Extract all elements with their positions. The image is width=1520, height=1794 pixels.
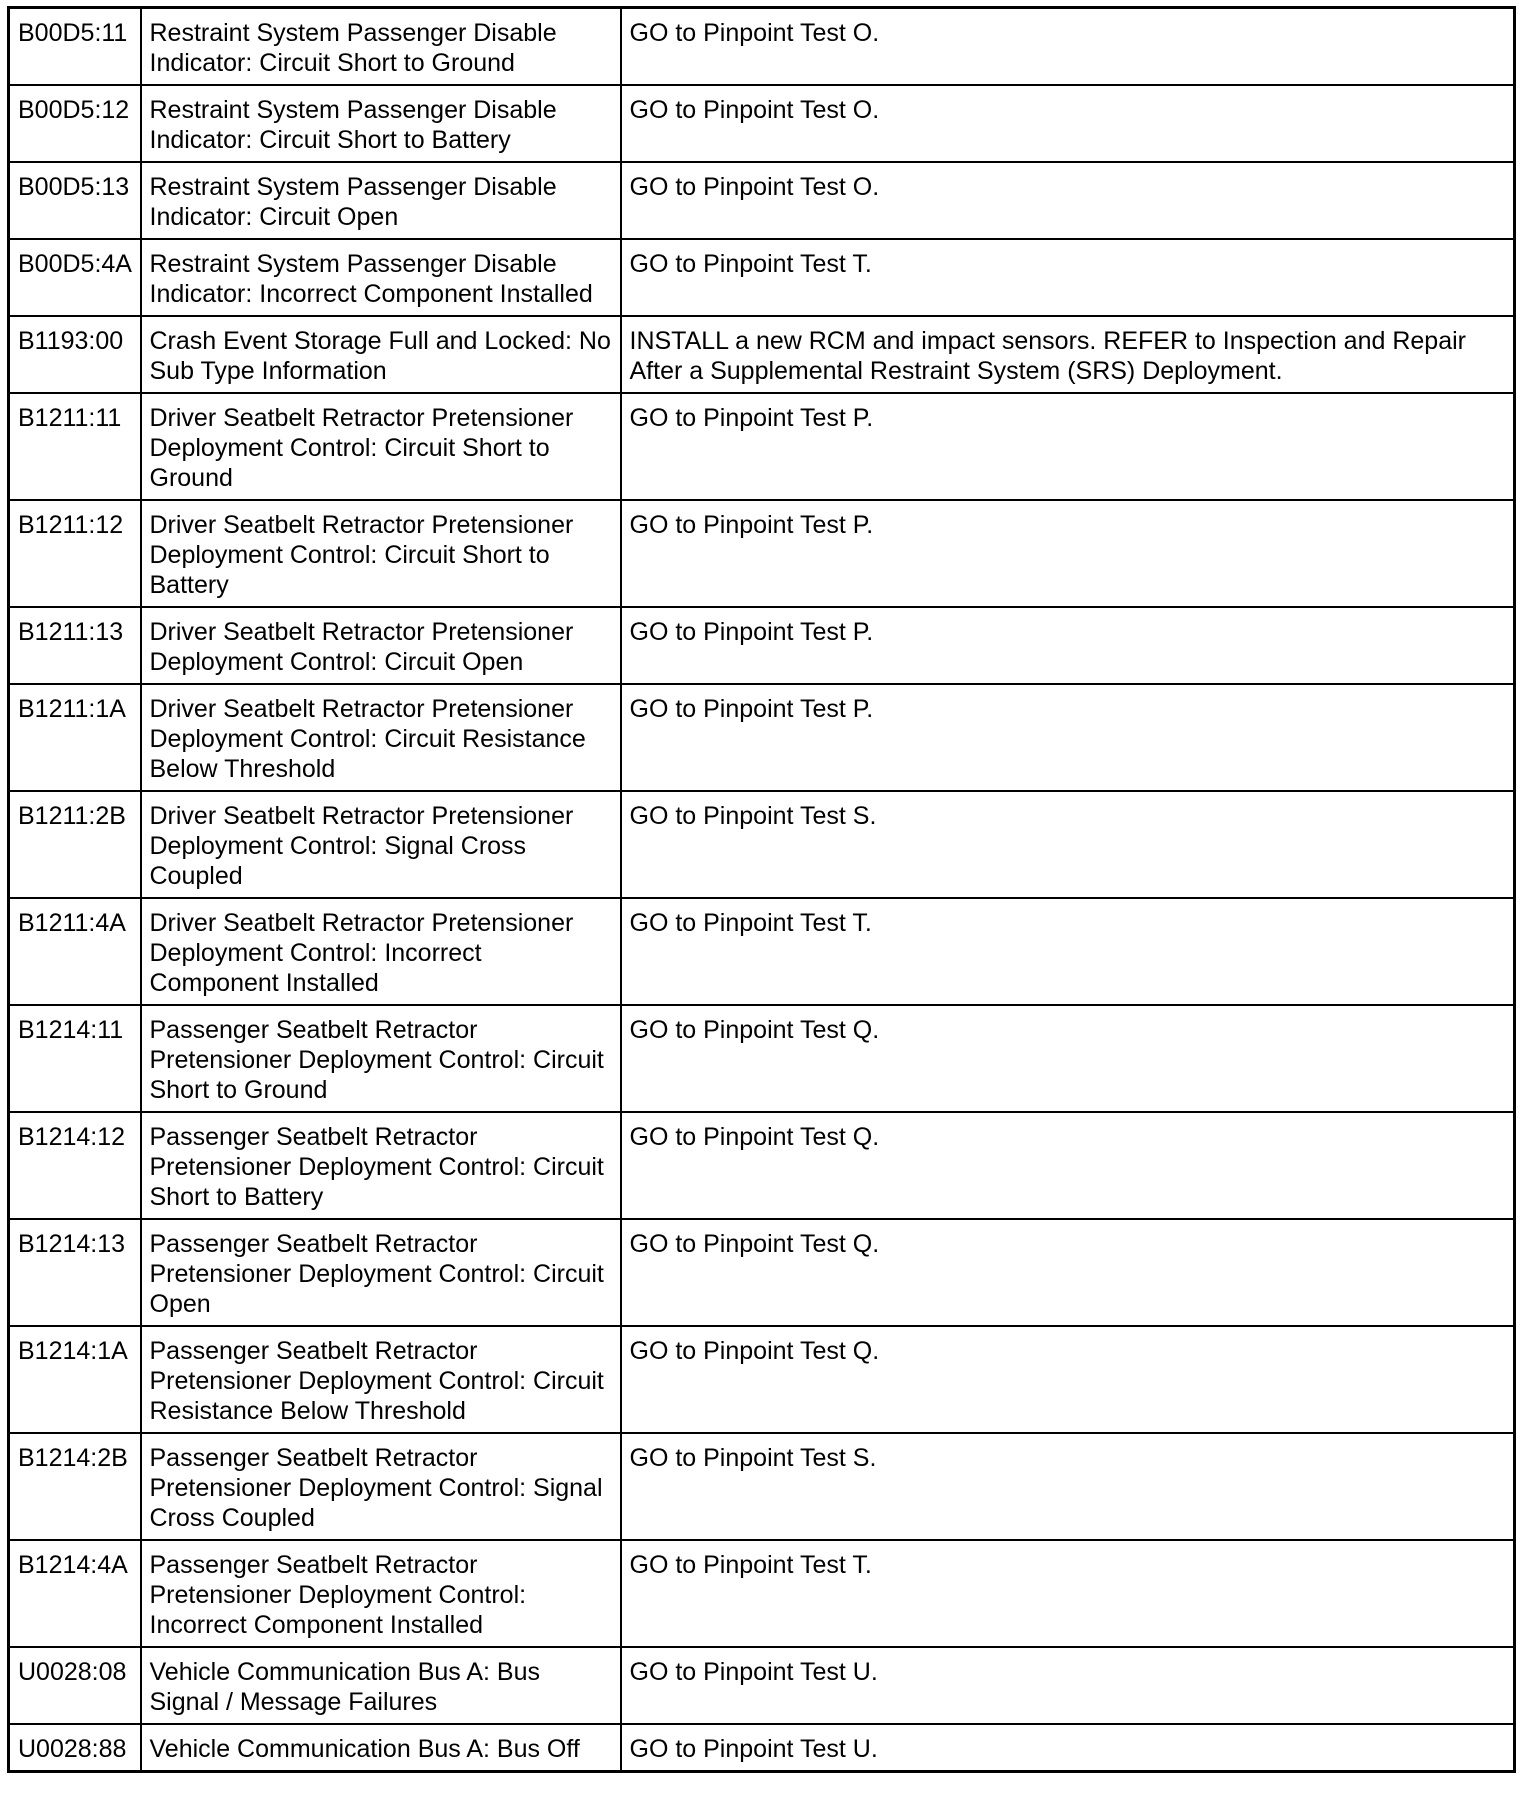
dtc-code: B00D5:4A	[9, 239, 141, 316]
dtc-action: GO to Pinpoint Test Q.	[621, 1112, 1515, 1219]
table-row	[9, 607, 1515, 684]
table-row	[9, 239, 1515, 316]
table-row	[9, 162, 1515, 239]
dtc-document	[7, 6, 1513, 1773]
dtc-action: GO to Pinpoint Test U.	[621, 1647, 1515, 1724]
dtc-action: GO to Pinpoint Test S.	[621, 1433, 1515, 1540]
table-row	[9, 1724, 1515, 1772]
table-row	[9, 898, 1515, 1005]
table-row	[9, 1647, 1515, 1724]
dtc-action: GO to Pinpoint Test Q.	[621, 1326, 1515, 1433]
dtc-description: Passenger Seatbelt Retractor Pretensioner Deployment Control: Circuit Short to Ground	[141, 1005, 621, 1112]
dtc-description: Vehicle Communication Bus A: Bus Off	[141, 1724, 621, 1772]
table-row	[9, 684, 1515, 791]
dtc-description: Passenger Seatbelt Retractor Pretensioner Deployment Control: Circuit Resistance Below Threshold	[141, 1326, 621, 1433]
dtc-description: Driver Seatbelt Retractor Pretensioner Deployment Control: Circuit Open	[141, 607, 621, 684]
table-row	[9, 8, 1515, 86]
table-row	[9, 500, 1515, 607]
dtc-code: B1214:12	[9, 1112, 141, 1219]
table-row	[9, 1219, 1515, 1326]
dtc-description: Passenger Seatbelt Retractor Pretensioner Deployment Control: Circuit Open	[141, 1219, 621, 1326]
table-row	[9, 1433, 1515, 1540]
dtc-description: Passenger Seatbelt Retractor Pretensioner Deployment Control: Circuit Short to Battery	[141, 1112, 621, 1219]
dtc-description: Crash Event Storage Full and Locked: No Sub Type Information	[141, 316, 621, 393]
dtc-action: GO to Pinpoint Test O.	[621, 85, 1515, 162]
dtc-code: B00D5:11	[9, 8, 141, 86]
dtc-code: B1211:1A	[9, 684, 141, 791]
dtc-code: U0028:08	[9, 1647, 141, 1724]
dtc-action: GO to Pinpoint Test P.	[621, 393, 1515, 500]
dtc-code: B1214:4A	[9, 1540, 141, 1647]
dtc-description: Restraint System Passenger Disable Indicator: Incorrect Component Installed	[141, 239, 621, 316]
dtc-code: B1193:00	[9, 316, 141, 393]
table-row	[9, 85, 1515, 162]
dtc-description: Restraint System Passenger Disable Indicator: Circuit Open	[141, 162, 621, 239]
dtc-action: GO to Pinpoint Test T.	[621, 239, 1515, 316]
dtc-code: B1214:2B	[9, 1433, 141, 1540]
dtc-description: Passenger Seatbelt Retractor Pretensioner Deployment Control: Incorrect Component Installed	[141, 1540, 621, 1647]
dtc-code: B1211:11	[9, 393, 141, 500]
dtc-code: B1211:4A	[9, 898, 141, 1005]
dtc-code: B1214:1A	[9, 1326, 141, 1433]
dtc-code: B1211:12	[9, 500, 141, 607]
dtc-action: GO to Pinpoint Test Q.	[621, 1219, 1515, 1326]
dtc-description: Vehicle Communication Bus A: Bus Signal / Message Failures	[141, 1647, 621, 1724]
dtc-table-body	[9, 8, 1515, 1772]
dtc-code: B00D5:12	[9, 85, 141, 162]
table-row	[9, 393, 1515, 500]
dtc-action: GO to Pinpoint Test T.	[621, 898, 1515, 1005]
dtc-description: Driver Seatbelt Retractor Pretensioner Deployment Control: Incorrect Component Installed	[141, 898, 621, 1005]
dtc-code: B00D5:13	[9, 162, 141, 239]
table-row	[9, 316, 1515, 393]
dtc-description: Passenger Seatbelt Retractor Pretensioner Deployment Control: Signal Cross Coupled	[141, 1433, 621, 1540]
dtc-code: B1214:11	[9, 1005, 141, 1112]
dtc-action: GO to Pinpoint Test P.	[621, 684, 1515, 791]
dtc-code: B1214:13	[9, 1219, 141, 1326]
dtc-action: GO to Pinpoint Test T.	[621, 1540, 1515, 1647]
table-row	[9, 1326, 1515, 1433]
dtc-code: U0028:88	[9, 1724, 141, 1772]
dtc-action: GO to Pinpoint Test P.	[621, 607, 1515, 684]
dtc-action: INSTALL a new RCM and impact sensors. REFER to Inspection and Repair After a Supplemental Restraint System (SRS) Deployment.	[621, 316, 1515, 393]
dtc-table	[7, 6, 1516, 1773]
dtc-action: GO to Pinpoint Test Q.	[621, 1005, 1515, 1112]
dtc-action: GO to Pinpoint Test U.	[621, 1724, 1515, 1772]
table-row	[9, 1112, 1515, 1219]
table-row	[9, 1005, 1515, 1112]
dtc-description: Restraint System Passenger Disable Indicator: Circuit Short to Ground	[141, 8, 621, 86]
dtc-action: GO to Pinpoint Test S.	[621, 791, 1515, 898]
dtc-action: GO to Pinpoint Test O.	[621, 162, 1515, 239]
dtc-code: B1211:2B	[9, 791, 141, 898]
dtc-description: Driver Seatbelt Retractor Pretensioner Deployment Control: Circuit Short to Battery	[141, 500, 621, 607]
dtc-action: GO to Pinpoint Test P.	[621, 500, 1515, 607]
dtc-description: Restraint System Passenger Disable Indicator: Circuit Short to Battery	[141, 85, 621, 162]
table-row	[9, 791, 1515, 898]
dtc-description: Driver Seatbelt Retractor Pretensioner Deployment Control: Circuit Resistance Below Threshold	[141, 684, 621, 791]
table-row	[9, 1540, 1515, 1647]
dtc-code: B1211:13	[9, 607, 141, 684]
dtc-action: GO to Pinpoint Test O.	[621, 8, 1515, 86]
dtc-description: Driver Seatbelt Retractor Pretensioner Deployment Control: Circuit Short to Ground	[141, 393, 621, 500]
dtc-description: Driver Seatbelt Retractor Pretensioner Deployment Control: Signal Cross Coupled	[141, 791, 621, 898]
